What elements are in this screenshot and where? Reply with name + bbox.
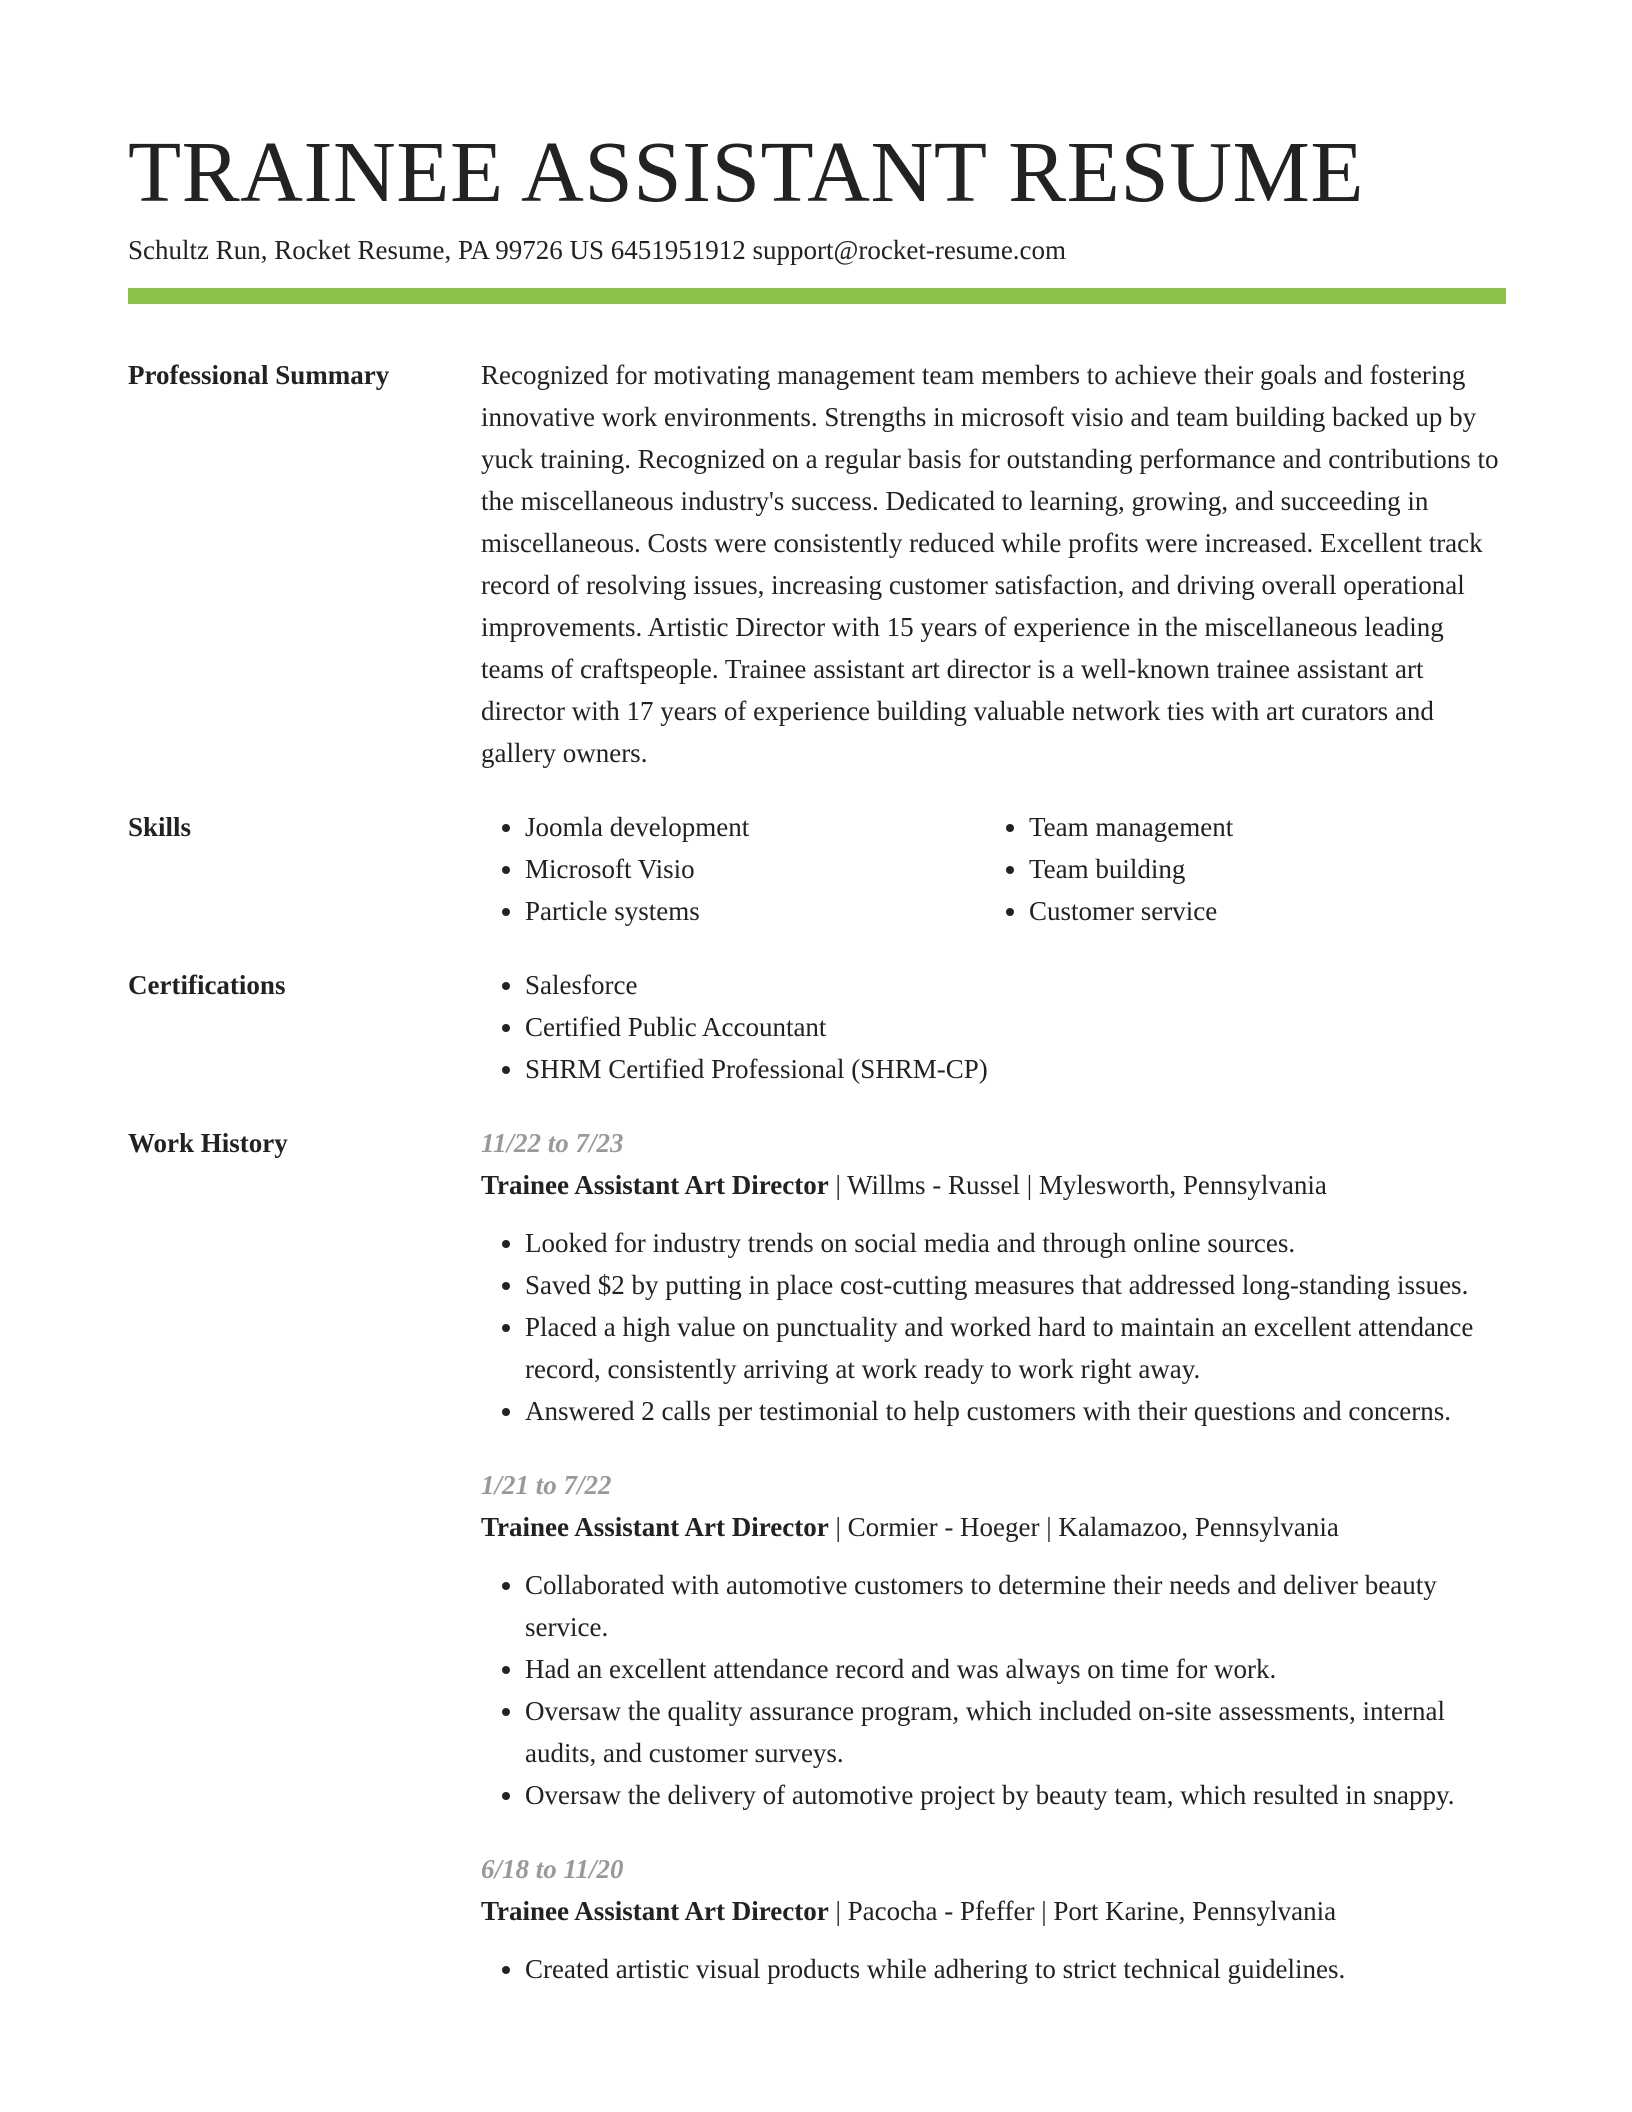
job-title: Trainee Assistant Art Director [481,1512,829,1542]
skill-item: • Joomla development [525,806,985,848]
skills-section [128,806,1506,932]
section-body [481,354,1506,774]
skills-column-1 [481,806,985,932]
section-label: Work History [128,1128,288,1158]
job-dates: 6/18 to 11/20 [481,1854,624,1884]
resume-title: TRAINEE ASSISTANT RESUME [128,123,1365,220]
certification-item: • SHRM Certified Professional (SHRM-CP) [525,1048,1506,1090]
skill-item: • Customer service [1029,890,1489,932]
header-divider [128,288,1506,304]
skill-item: • Particle systems [525,890,985,932]
job-details: | Pacocha - Pfeffer | Port Karine, Pennsylvania [828,1896,1337,1926]
job-dates: 11/22 to 7/23 [481,1128,624,1158]
section-label: Skills [128,812,192,842]
skill-item: • Team building [1029,848,1489,890]
section-label: Professional Summary [128,360,390,390]
resume-page [128,122,1506,1990]
job-details: | Willms - Russel | Mylesworth, Pennsylvania [828,1170,1327,1200]
job-heading [481,1890,1506,1932]
certification-item: • Salesforce [525,964,1506,1006]
job-bullet: • Looked for industry trends on social media and through online sources. [525,1222,1506,1264]
certifications-list [481,964,1506,1090]
contact-info: Schultz Run, Rocket Resume, PA 99726 US 6451951912 support@rocket-resume.com [128,235,1067,265]
job-bullets [481,1948,1506,1990]
skills-grid [481,806,1506,932]
job-entry [481,1464,1506,1816]
job-title: Trainee Assistant Art Director [481,1170,829,1200]
summary-text: Recognized for motivating management team members to achieve their goals and fostering innovative work environments. Strengths in microsoft visio and team building backed up by yuck training. Recognized on a regular basis for outstanding performance and contributions to the miscellaneous industry's success. Dedicated to learning, growing, and succeeding in miscellaneous. Costs were consistently reduced while profits were increased. Excellent track record of resolving issues, increasing customer satisfaction, and driving overall operational improvements. Artistic Director with 15 years of experience in the miscellaneous leading teams of craftspeople. Trainee assistant art director is a well-known trainee assistant art director with 17 years of experience building valuable network ties with art curators and gallery owners. [481,360,1499,768]
job-bullet: • Answered 2 calls per testimonial to help customers with their questions and concerns. [525,1390,1506,1432]
skill-item: • Team management [1029,806,1489,848]
job-heading [481,1506,1506,1548]
job-title: Trainee Assistant Art Director [481,1896,829,1926]
section-label: Certifications [128,970,286,1000]
job-bullet: • Had an excellent attendance record and was always on time for work. [525,1648,1506,1690]
job-bullet: • Saved $2 by putting in place cost-cutting measures that addressed long-standing issues. [525,1264,1506,1306]
job-details: | Cormier - Hoeger | Kalamazoo, Pennsylvania [828,1512,1339,1542]
certification-item: • Certified Public Accountant [525,1006,1506,1048]
section-body [481,806,1506,932]
job-bullet: • Placed a high value on punctuality and worked hard to maintain an excellent attendance record, consistently arriving at work ready to work right away. [525,1306,1506,1390]
job-bullets [481,1222,1506,1432]
certifications-section [128,964,1506,1090]
job-entry [481,1122,1506,1432]
job-bullet: • Oversaw the quality assurance program, which included on-site assessments, internal audits, and customer surveys. [525,1690,1506,1774]
section-body [481,1122,1506,1990]
job-heading [481,1164,1506,1206]
work-history-section [128,1122,1506,1990]
skill-item: • Microsoft Visio [525,848,985,890]
job-bullets [481,1564,1506,1816]
professional-summary-section [128,354,1506,774]
job-bullet: • Oversaw the delivery of automotive project by beauty team, which resulted in snappy. [525,1774,1506,1816]
job-entry [481,1848,1506,1990]
job-bullet: • Collaborated with automotive customers to determine their needs and deliver beauty service. [525,1564,1506,1648]
skills-column-2 [985,806,1489,932]
job-bullet: • Created artistic visual products while adhering to strict technical guidelines. [525,1948,1506,1990]
job-dates: 1/21 to 7/22 [481,1470,612,1500]
section-body [481,964,1506,1090]
